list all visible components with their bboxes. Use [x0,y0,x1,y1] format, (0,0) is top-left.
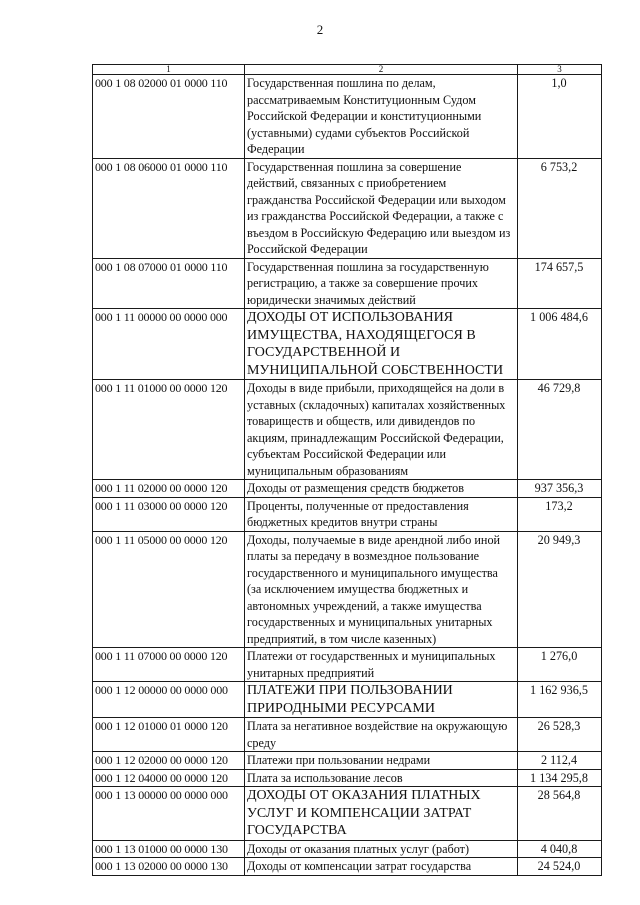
budget-code: 000 1 13 02000 00 0000 130 [93,858,245,876]
revenue-name: Государственная пошлина за совершение действий, связанных с приобретением гражданства Российской Федерации или выходом из гражданства Российской Федерации, а также с въездом в Российскую Федерацию или выездом из Российской Федерации [245,158,518,258]
table-row [93,718,602,752]
amount: 1,0 [518,75,602,159]
table-row-section [93,309,602,380]
revenue-section-name: ДОХОДЫ ОТ ОКАЗАНИЯ ПЛАТНЫХ УСЛУГ И КОМПЕНСАЦИИ ЗАТРАТ ГОСУДАРСТВА [245,787,518,841]
budget-code: 000 1 11 07000 00 0000 120 [93,648,245,682]
amount: 173,2 [518,497,602,531]
revenue-name: Плата за негативное воздействие на окружающую среду [245,718,518,752]
revenue-name: Государственная пошлина за государственную регистрацию, а также за совершение прочих юридически значимых действий [245,258,518,309]
budget-code: 000 1 11 01000 00 0000 120 [93,380,245,480]
amount: 1 162 936,5 [518,682,602,718]
budget-code: 000 1 12 04000 00 0000 120 [93,769,245,787]
table-row-section [93,787,602,841]
amount: 20 949,3 [518,531,602,648]
budget-code: 000 1 08 07000 01 0000 110 [93,258,245,309]
table-row [93,752,602,770]
amount: 28 564,8 [518,787,602,841]
amount: 46 729,8 [518,380,602,480]
table-row [93,75,602,159]
revenue-name: Платежи от государственных и муниципальных унитарных предприятий [245,648,518,682]
amount: 174 657,5 [518,258,602,309]
amount: 4 040,8 [518,840,602,858]
budget-code: 000 1 12 02000 00 0000 120 [93,752,245,770]
budget-code: 000 1 11 05000 00 0000 120 [93,531,245,648]
revenue-name: Доходы от компенсации затрат государства [245,858,518,876]
revenue-section-name: ПЛАТЕЖИ ПРИ ПОЛЬЗОВАНИИ ПРИРОДНЫМИ РЕСУРСАМИ [245,682,518,718]
revenue-name: Доходы, получаемые в виде арендной либо иной платы за передачу в возмездное пользование государственного и муниципального имущества (за исключением имущества бюджетных и автономных учреждений, а также имущества государственных и муниципальных унитарных предприятий, в том числе казенных) [245,531,518,648]
table-row [93,158,602,258]
budget-code: 000 1 13 00000 00 0000 000 [93,787,245,841]
revenue-section-name: ДОХОДЫ ОТ ИСПОЛЬЗОВАНИЯ ИМУЩЕСТВА, НАХОДЯЩЕГОСЯ В ГОСУДАРСТВЕННОЙ И МУНИЦИПАЛЬНОЙ СОБСТВЕННОСТИ [245,309,518,380]
amount: 937 356,3 [518,480,602,498]
revenue-name: Доходы от размещения средств бюджетов [245,480,518,498]
header-row [93,65,602,75]
budget-code: 000 1 08 02000 01 0000 110 [93,75,245,159]
table-row [93,480,602,498]
table-row [93,531,602,648]
amount: 24 524,0 [518,858,602,876]
budget-code: 000 1 11 03000 00 0000 120 [93,497,245,531]
amount: 2 112,4 [518,752,602,770]
table-row [93,258,602,309]
revenue-name: Плата за использование лесов [245,769,518,787]
revenue-name: Проценты, полученные от предоставления бюджетных кредитов внутри страны [245,497,518,531]
revenue-name: Государственная пошлина по делам, рассматриваемым Конституционным Судом Российской Федерации и конституционными (уставными) судами субъектов Российской Федерации [245,75,518,159]
budget-code: 000 1 11 02000 00 0000 120 [93,480,245,498]
page-number: 2 [316,22,324,37]
table-row [93,648,602,682]
amount: 1 006 484,6 [518,309,602,380]
budget-code: 000 1 12 00000 00 0000 000 [93,682,245,718]
table-row [93,858,602,876]
amount: 26 528,3 [518,718,602,752]
column-header-name: 2 [245,65,518,75]
column-header-value: 3 [518,65,602,75]
amount: 6 753,2 [518,158,602,258]
table-row [93,840,602,858]
budget-code: 000 1 12 01000 01 0000 120 [93,718,245,752]
revenue-name: Доходы в виде прибыли, приходящейся на доли в уставных (складочных) капиталах хозяйственных товариществ и обществ, или дивидендов по акциям, принадлежащим Российской Федерации, субъектам Российской Федерации или муниципальным образованиям [245,380,518,480]
table-row-section [93,682,602,718]
amount: 1 134 295,8 [518,769,602,787]
budget-code: 000 1 08 06000 01 0000 110 [93,158,245,258]
amount: 1 276,0 [518,648,602,682]
budget-code: 000 1 13 01000 00 0000 130 [93,840,245,858]
budget-code: 000 1 11 00000 00 0000 000 [93,309,245,380]
table-row [93,769,602,787]
revenue-name: Платежи при пользовании недрами [245,752,518,770]
budget-revenue-table [92,64,602,876]
table-row [93,380,602,480]
revenue-name: Доходы от оказания платных услуг (работ) [245,840,518,858]
column-header-code: 1 [93,65,245,75]
table-row [93,497,602,531]
